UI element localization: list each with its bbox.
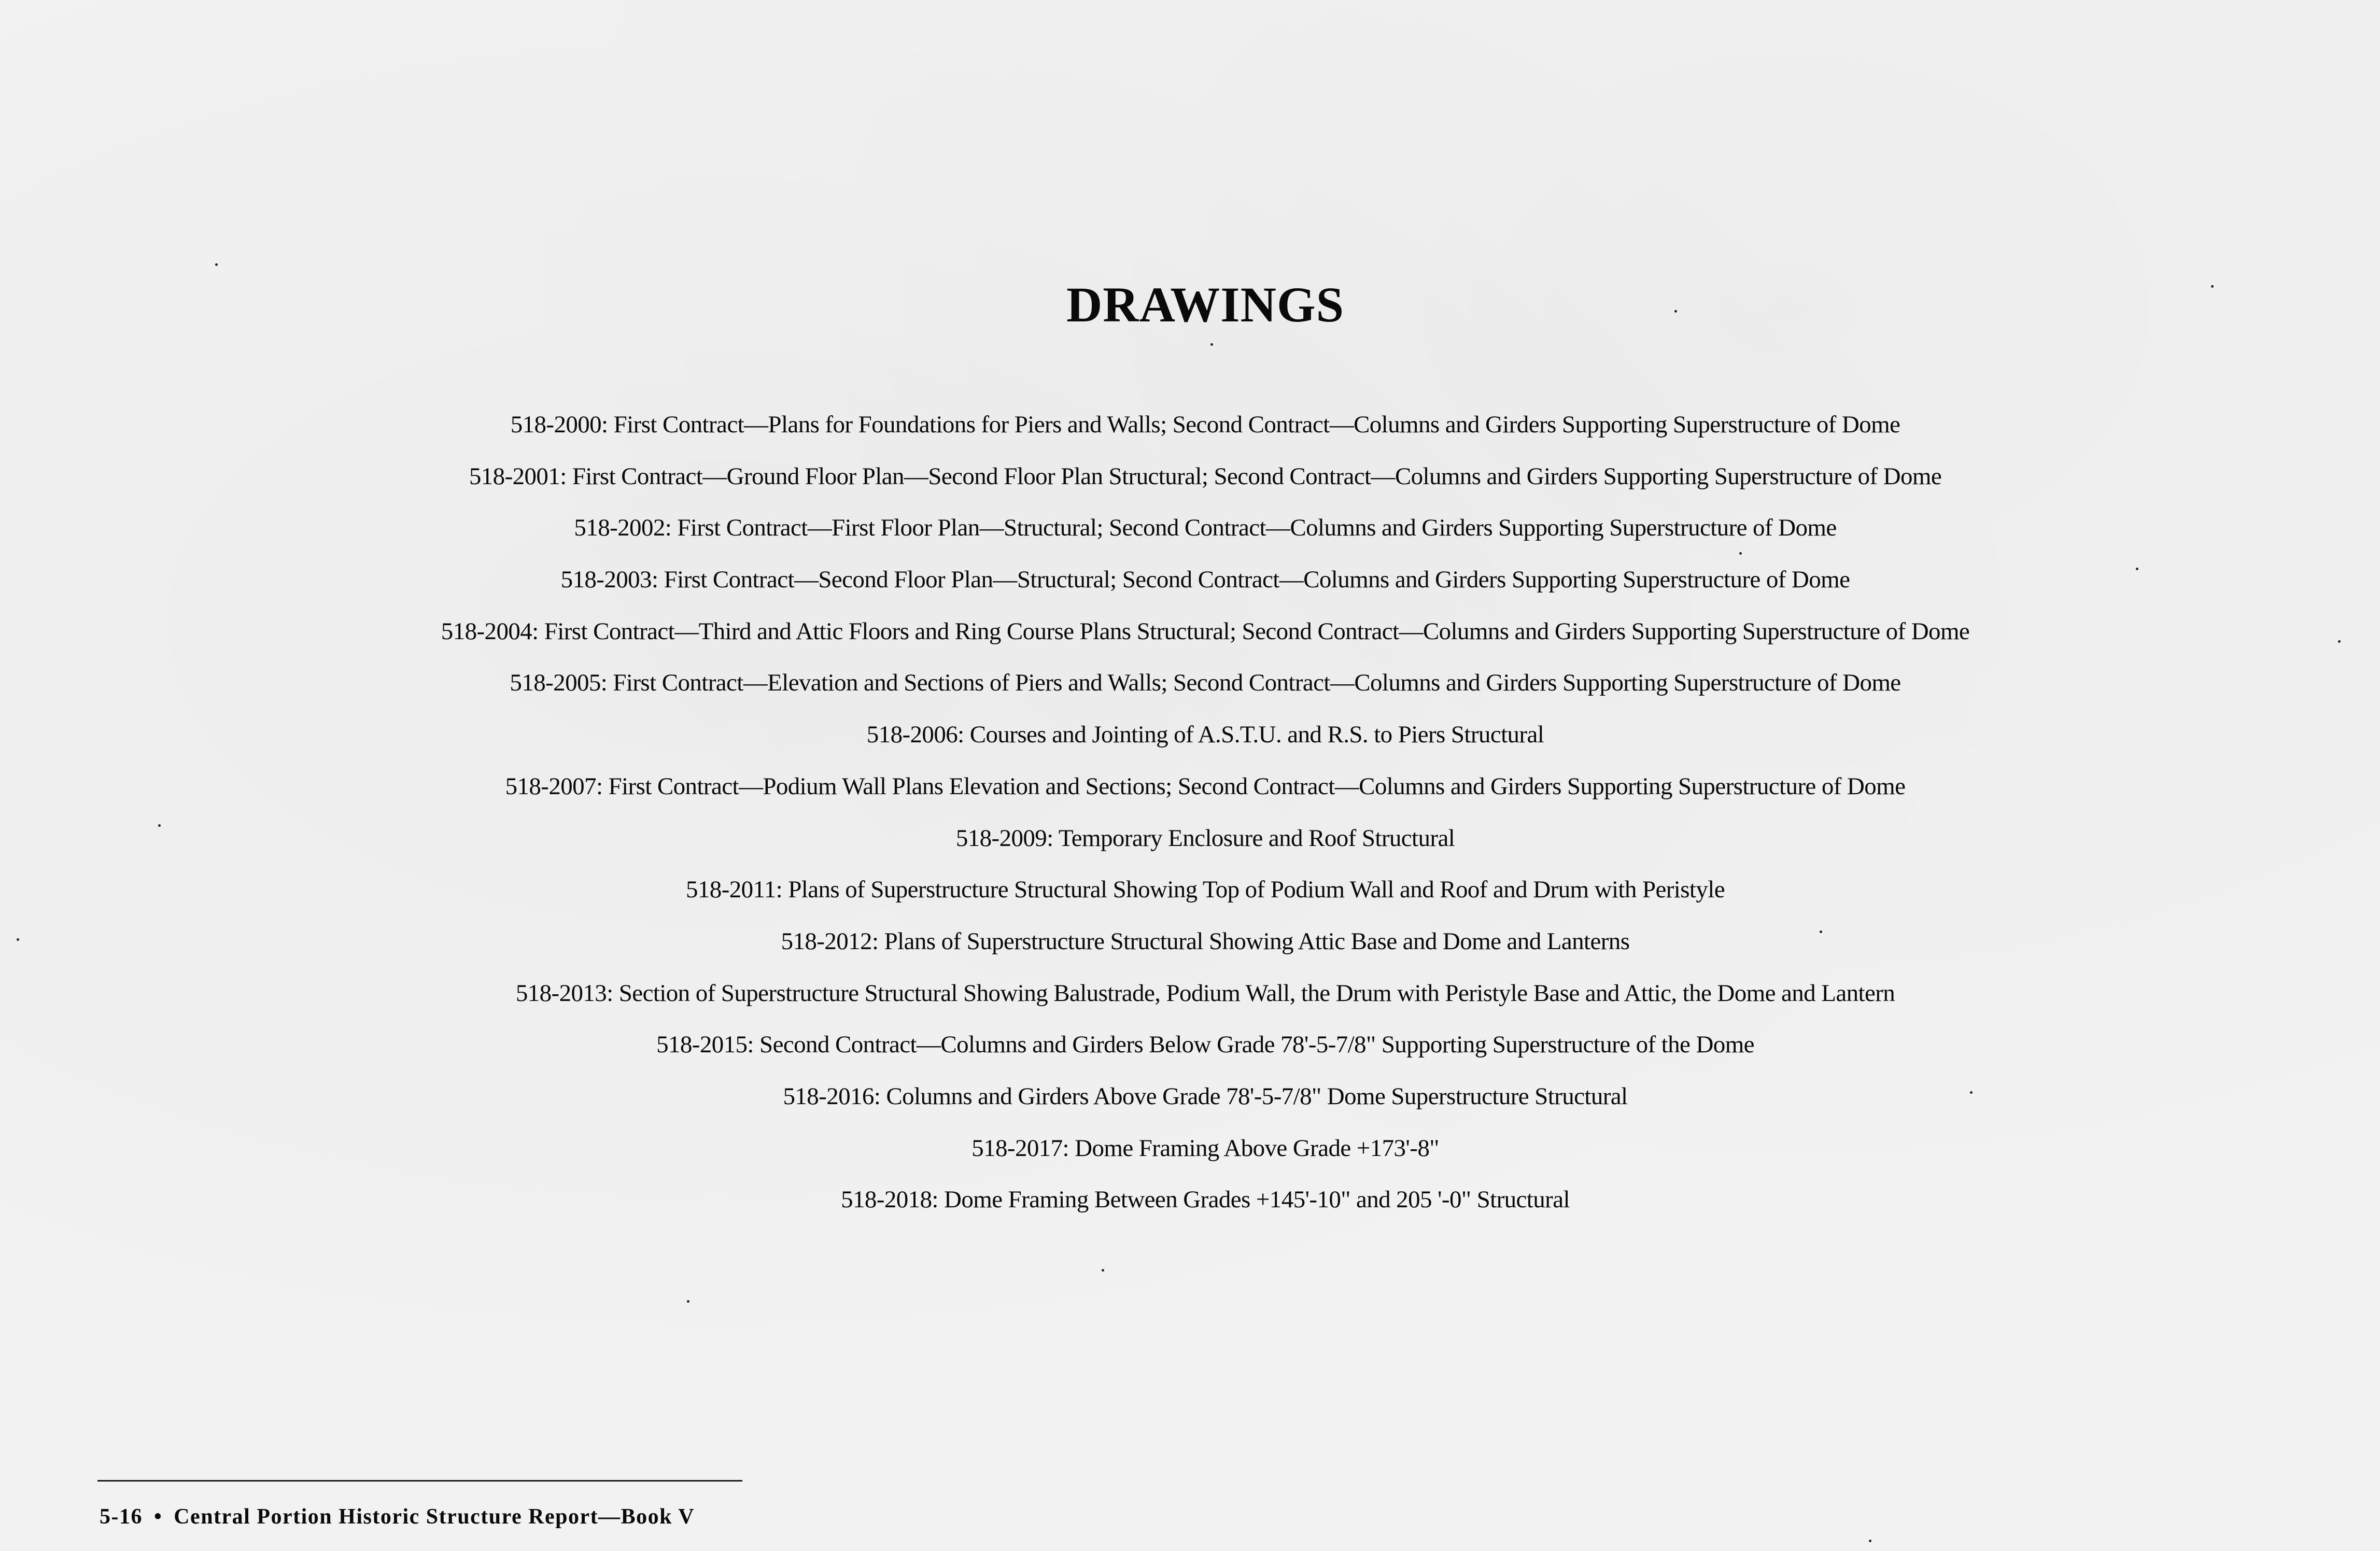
drawing-entry: 518-2007: First Contract—Podium Wall Plans Elevation and Sections; Second Contract—Columns and Girders Supporting Superstructure of Dome <box>505 772 1906 800</box>
drawing-entry: 518-2004: First Contract—Third and Attic Floors and Ring Course Plans Structural; Second Contract—Columns and Girders Supporting Superstructure of Dome <box>441 617 1970 645</box>
page-number: 5-16 <box>100 1505 143 1529</box>
drawing-entry: 518-2016: Columns and Girders Above Grade 78'-5-7/8" Dome Superstructure Structural <box>783 1082 1628 1110</box>
drawings-list <box>0 399 2380 1226</box>
book-title: Central Portion Historic Structure Report—Book V <box>174 1505 695 1529</box>
scan-speck <box>2136 568 2138 570</box>
drawing-entry: 518-2009: Temporary Enclosure and Roof Structural <box>955 824 1455 852</box>
page-footer <box>100 1504 695 1529</box>
footer-separator: • <box>154 1505 163 1529</box>
scan-speck <box>1210 343 1213 346</box>
drawing-entry: 518-2017: Dome Framing Above Grade +173'-8" <box>971 1134 1439 1162</box>
scan-speck <box>17 938 19 941</box>
scan-speck <box>2338 640 2341 643</box>
drawing-entry: 518-2015: Second Contract—Columns and Girders Below Grade 78'-5-7/8" Supporting Superstructure of the Dome <box>656 1031 1754 1059</box>
scan-speck <box>215 263 218 266</box>
scan-speck <box>158 824 161 827</box>
drawing-entry: 518-2005: First Contract—Elevation and Sections of Piers and Walls; Second Contract—Columns and Girders Supporting Superstructure of Dome <box>510 669 1901 697</box>
drawing-entry: 518-2000: First Contract—Plans for Foundations for Piers and Walls; Second Contract—Columns and Girders Supporting Superstructure of Dome <box>510 411 1900 438</box>
page-title: DRAWINGS <box>1066 277 1345 332</box>
scan-speck <box>1674 310 1677 313</box>
scan-speck <box>1869 1540 1871 1542</box>
scan-speck <box>1970 1091 1973 1094</box>
drawing-entry: 518-2001: First Contract—Ground Floor Plan—Second Floor Plan Structural; Second Contract—Columns and Girders Supporting Superstructure of Dome <box>469 462 1942 490</box>
scan-speck <box>1102 1269 1104 1272</box>
scan-speck <box>1739 552 1742 555</box>
drawing-entry: 518-2011: Plans of Superstructure Structural Showing Top of Podium Wall and Roof and Drum with Peristyle <box>686 876 1725 904</box>
scan-speck <box>687 1300 689 1303</box>
footer-divider <box>97 1480 742 1482</box>
scan-speck <box>1820 930 1822 933</box>
drawing-entry: 518-2018: Dome Framing Between Grades +145'-10" and 205 '-0" Structural <box>841 1186 1570 1214</box>
drawing-entry: 518-2003: First Contract—Second Floor Plan—Structural; Second Contract—Columns and Girders Supporting Superstructure of Dome <box>560 566 1850 594</box>
drawing-entry: 518-2002: First Contract—First Floor Plan—Structural; Second Contract—Columns and Girders Supporting Superstructure of Dome <box>574 514 1837 542</box>
scan-speck <box>2211 285 2214 288</box>
drawing-entry: 518-2006: Courses and Jointing of A.S.T.U. and R.S. to Piers Structural <box>866 721 1544 749</box>
drawing-entry: 518-2012: Plans of Superstructure Structural Showing Attic Base and Dome and Lanterns <box>781 927 1630 955</box>
drawing-entry: 518-2013: Section of Superstructure Structural Showing Balustrade, Podium Wall, the Drum with Peristyle Base and Attic, the Dome and Lantern <box>515 979 1895 1007</box>
